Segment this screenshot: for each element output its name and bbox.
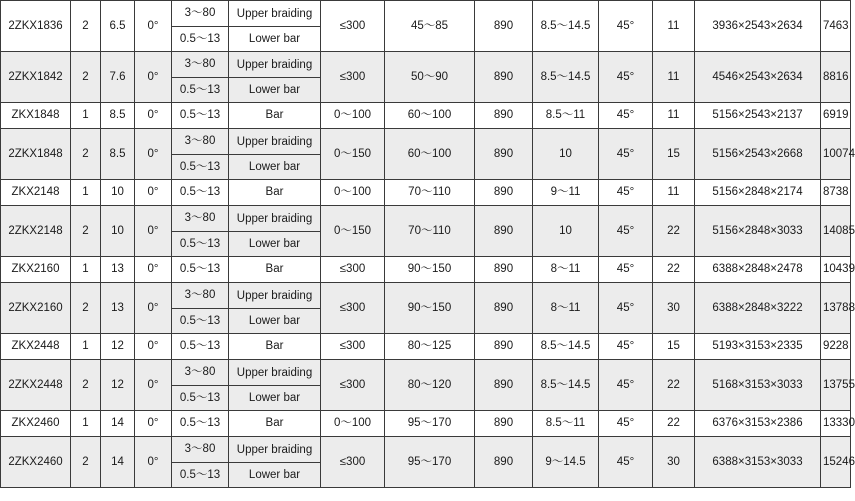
angle-cell: 0°	[135, 283, 172, 334]
c1-cell: 890	[475, 334, 533, 360]
dimensions-cell: 5156×2543×2668	[695, 129, 821, 180]
c2-cell: 8.5～14.5	[533, 52, 599, 103]
capacity-cell: ≤300	[321, 283, 385, 334]
c4-cell: 15	[653, 334, 695, 360]
c2-cell: 8.5～11	[533, 411, 599, 437]
power-cell: 12	[101, 360, 135, 411]
power-cell: 13	[101, 283, 135, 334]
model-cell: 2ZKX2460	[1, 437, 71, 488]
c4-cell: 11	[653, 103, 695, 129]
layers-cell: 2	[71, 206, 101, 257]
table-row	[1, 411, 855, 437]
angle-cell: 0°	[135, 411, 172, 437]
deck-label-cell: Bar	[229, 257, 321, 283]
dimensions-cell: 6388×2848×2478	[695, 257, 821, 283]
capacity-cell: ≤300	[321, 334, 385, 360]
c4-cell: 11	[653, 52, 695, 103]
c1-cell: 890	[475, 257, 533, 283]
angle-cell: 0°	[135, 180, 172, 206]
c1-cell: 890	[475, 411, 533, 437]
c3-cell: 45°	[599, 257, 653, 283]
deck-label-cell: Bar	[229, 103, 321, 129]
speed-cell: 60～100	[385, 103, 475, 129]
c2-cell: 8～11	[533, 257, 599, 283]
capacity-cell: 0～150	[321, 206, 385, 257]
c3-cell: 45°	[599, 360, 653, 411]
deck-label-cell: Lower bar	[229, 386, 321, 411]
size-cell: 0.5～13	[172, 309, 229, 334]
power-cell: 14	[101, 437, 135, 488]
model-cell: ZKX2448	[1, 334, 71, 360]
layers-cell: 2	[71, 283, 101, 334]
deck-label-cell: Upper braiding	[229, 360, 321, 386]
power-cell: 7.6	[101, 52, 135, 103]
deck-label-cell: Lower bar	[229, 27, 321, 52]
table-row	[1, 103, 851, 129]
angle-cell: 0°	[135, 334, 172, 360]
c3-cell: 45°	[599, 437, 653, 488]
c4-cell: 30	[653, 437, 695, 488]
c3-cell: 45°	[599, 180, 653, 206]
model-cell: ZKX1848	[1, 103, 71, 129]
weight-cell: 9228	[821, 334, 851, 360]
size-cell: 0.5～13	[172, 411, 229, 437]
dimensions-cell: 6388×2848×3222	[695, 283, 821, 334]
table-row	[1, 360, 855, 411]
capacity-cell: ≤300	[321, 52, 385, 103]
c1-cell: 890	[475, 283, 533, 334]
speed-cell: 60～100	[385, 129, 475, 180]
size-cell: 0.5～13	[172, 78, 229, 103]
deck-label-cell: Upper braiding	[229, 437, 321, 463]
deck-label-cell: Lower bar	[229, 309, 321, 334]
c2-cell: 8.5～14.5	[533, 360, 599, 411]
weight-cell: 10074	[821, 129, 851, 180]
dimensions-cell: 5156×2543×2137	[695, 103, 821, 129]
deck-label-cell: Upper braiding	[229, 1, 321, 27]
layers-cell: 1	[71, 334, 101, 360]
weight-cell: 13755	[821, 360, 851, 411]
size-cell: 0.5～13	[172, 180, 229, 206]
c1-cell: 890	[475, 1, 533, 52]
c1-cell: 890	[475, 180, 533, 206]
speed-cell: 90～150	[385, 257, 475, 283]
size-cell: 3～80	[172, 129, 229, 155]
table-row	[1, 129, 855, 180]
c1-cell: 890	[475, 52, 533, 103]
size-cell: 0.5～13	[172, 463, 229, 488]
dimensions-cell: 6376×3153×2386	[695, 411, 821, 437]
c2-cell: 8～11	[533, 283, 599, 334]
deck-label-cell: Lower bar	[229, 463, 321, 488]
layers-cell: 2	[71, 1, 101, 52]
c3-cell: 45°	[599, 334, 653, 360]
angle-cell: 0°	[135, 1, 172, 52]
power-cell: 10	[101, 206, 135, 257]
power-cell: 13	[101, 257, 135, 283]
weight-cell: 8738	[821, 180, 851, 206]
deck-label-cell: Lower bar	[229, 78, 321, 103]
c4-cell: 22	[653, 206, 695, 257]
speed-cell: 80～125	[385, 334, 475, 360]
dimensions-cell: 5193×3153×2335	[695, 334, 821, 360]
speed-cell: 95～170	[385, 437, 475, 488]
c4-cell: 15	[653, 129, 695, 180]
weight-cell: 10439	[821, 257, 851, 283]
capacity-cell: 0～100	[321, 180, 385, 206]
table-row	[1, 257, 855, 283]
table-row	[1, 437, 855, 488]
c2-cell: 9～11	[533, 180, 599, 206]
size-cell: 3～80	[172, 283, 229, 309]
capacity-cell: ≤300	[321, 257, 385, 283]
size-cell: 3～80	[172, 437, 229, 463]
speed-cell: 90～150	[385, 283, 475, 334]
c3-cell: 45°	[599, 103, 653, 129]
size-cell: 3～80	[172, 1, 229, 27]
speed-cell: 80～120	[385, 360, 475, 411]
model-cell: 2ZKX1848	[1, 129, 71, 180]
dimensions-cell: 4546×2543×2634	[695, 52, 821, 103]
layers-cell: 2	[71, 52, 101, 103]
model-cell: ZKX2160	[1, 257, 71, 283]
table-row	[1, 283, 855, 334]
model-cell: 2ZKX2160	[1, 283, 71, 334]
angle-cell: 0°	[135, 103, 172, 129]
c3-cell: 45°	[599, 52, 653, 103]
weight-cell: 8816	[821, 52, 851, 103]
table-row	[1, 52, 851, 103]
dimensions-cell: 6388×3153×3033	[695, 437, 821, 488]
power-cell: 8.5	[101, 103, 135, 129]
deck-label-cell: Upper braiding	[229, 52, 321, 78]
weight-cell: 14085	[821, 206, 851, 257]
c2-cell: 8.5～14.5	[533, 334, 599, 360]
weight-cell: 7463	[821, 1, 851, 52]
layers-cell: 2	[71, 129, 101, 180]
speed-cell: 70～110	[385, 180, 475, 206]
c4-cell: 11	[653, 180, 695, 206]
speed-cell: 45～85	[385, 1, 475, 52]
capacity-cell: ≤300	[321, 437, 385, 488]
angle-cell: 0°	[135, 437, 172, 488]
size-cell: 0.5～13	[172, 334, 229, 360]
speed-cell: 95～170	[385, 411, 475, 437]
c3-cell: 45°	[599, 283, 653, 334]
c4-cell: 22	[653, 257, 695, 283]
c2-cell: 8.5～11	[533, 103, 599, 129]
size-cell: 0.5～13	[172, 232, 229, 257]
power-cell: 8.5	[101, 129, 135, 180]
c4-cell: 22	[653, 411, 695, 437]
weight-cell: 6919	[821, 103, 851, 129]
size-cell: 3～80	[172, 206, 229, 232]
capacity-cell: ≤300	[321, 1, 385, 52]
c1-cell: 890	[475, 103, 533, 129]
layers-cell: 1	[71, 103, 101, 129]
speed-cell: 70～110	[385, 206, 475, 257]
layers-cell: 1	[71, 180, 101, 206]
power-cell: 14	[101, 411, 135, 437]
c2-cell: 10	[533, 129, 599, 180]
layers-cell: 1	[71, 411, 101, 437]
angle-cell: 0°	[135, 360, 172, 411]
table-row	[1, 1, 851, 52]
c2-cell: 8.5～14.5	[533, 1, 599, 52]
c3-cell: 45°	[599, 129, 653, 180]
deck-label-cell: Bar	[229, 411, 321, 437]
capacity-cell: ≤300	[321, 360, 385, 411]
table-row	[1, 206, 855, 257]
c4-cell: 22	[653, 360, 695, 411]
c1-cell: 890	[475, 360, 533, 411]
size-cell: 3～80	[172, 52, 229, 78]
c1-cell: 890	[475, 206, 533, 257]
c1-cell: 890	[475, 129, 533, 180]
angle-cell: 0°	[135, 129, 172, 180]
speed-cell: 50～90	[385, 52, 475, 103]
capacity-cell: 0～100	[321, 103, 385, 129]
deck-label-cell: Upper braiding	[229, 129, 321, 155]
table-row	[1, 334, 851, 360]
power-cell: 6.5	[101, 1, 135, 52]
capacity-cell: 0～150	[321, 129, 385, 180]
model-cell: ZKX2148	[1, 180, 71, 206]
size-cell: 0.5～13	[172, 386, 229, 411]
model-cell: 2ZKX1842	[1, 52, 71, 103]
c4-cell: 11	[653, 1, 695, 52]
deck-label-cell: Upper braiding	[229, 283, 321, 309]
deck-label-cell: Lower bar	[229, 155, 321, 180]
capacity-cell: 0～100	[321, 411, 385, 437]
model-cell: 2ZKX2448	[1, 360, 71, 411]
dimensions-cell: 3936×2543×2634	[695, 1, 821, 52]
angle-cell: 0°	[135, 257, 172, 283]
c3-cell: 45°	[599, 411, 653, 437]
c3-cell: 45°	[599, 206, 653, 257]
layers-cell: 1	[71, 257, 101, 283]
power-cell: 10	[101, 180, 135, 206]
size-cell: 0.5～13	[172, 155, 229, 180]
angle-cell: 0°	[135, 206, 172, 257]
weight-cell: 13330	[821, 411, 851, 437]
model-cell: ZKX2460	[1, 411, 71, 437]
c4-cell: 30	[653, 283, 695, 334]
layers-cell: 2	[71, 360, 101, 411]
model-cell: 2ZKX1836	[1, 1, 71, 52]
size-cell: 0.5～13	[172, 257, 229, 283]
table-row	[1, 180, 851, 206]
size-cell: 0.5～13	[172, 27, 229, 52]
dimensions-cell: 5168×3153×3033	[695, 360, 821, 411]
deck-label-cell: Bar	[229, 180, 321, 206]
layers-cell: 2	[71, 437, 101, 488]
dimensions-cell: 5156×2848×3033	[695, 206, 821, 257]
deck-label-cell: Lower bar	[229, 232, 321, 257]
c2-cell: 10	[533, 206, 599, 257]
power-cell: 12	[101, 334, 135, 360]
deck-label-cell: Upper braiding	[229, 206, 321, 232]
size-cell: 0.5～13	[172, 103, 229, 129]
deck-label-cell: Bar	[229, 334, 321, 360]
weight-cell: 15246	[821, 437, 851, 488]
c2-cell: 9～14.5	[533, 437, 599, 488]
dimensions-cell: 5156×2848×2174	[695, 180, 821, 206]
size-cell: 3～80	[172, 360, 229, 386]
angle-cell: 0°	[135, 52, 172, 103]
c1-cell: 890	[475, 437, 533, 488]
model-cell: 2ZKX2148	[1, 206, 71, 257]
weight-cell: 13788	[821, 283, 851, 334]
c3-cell: 45°	[599, 1, 653, 52]
